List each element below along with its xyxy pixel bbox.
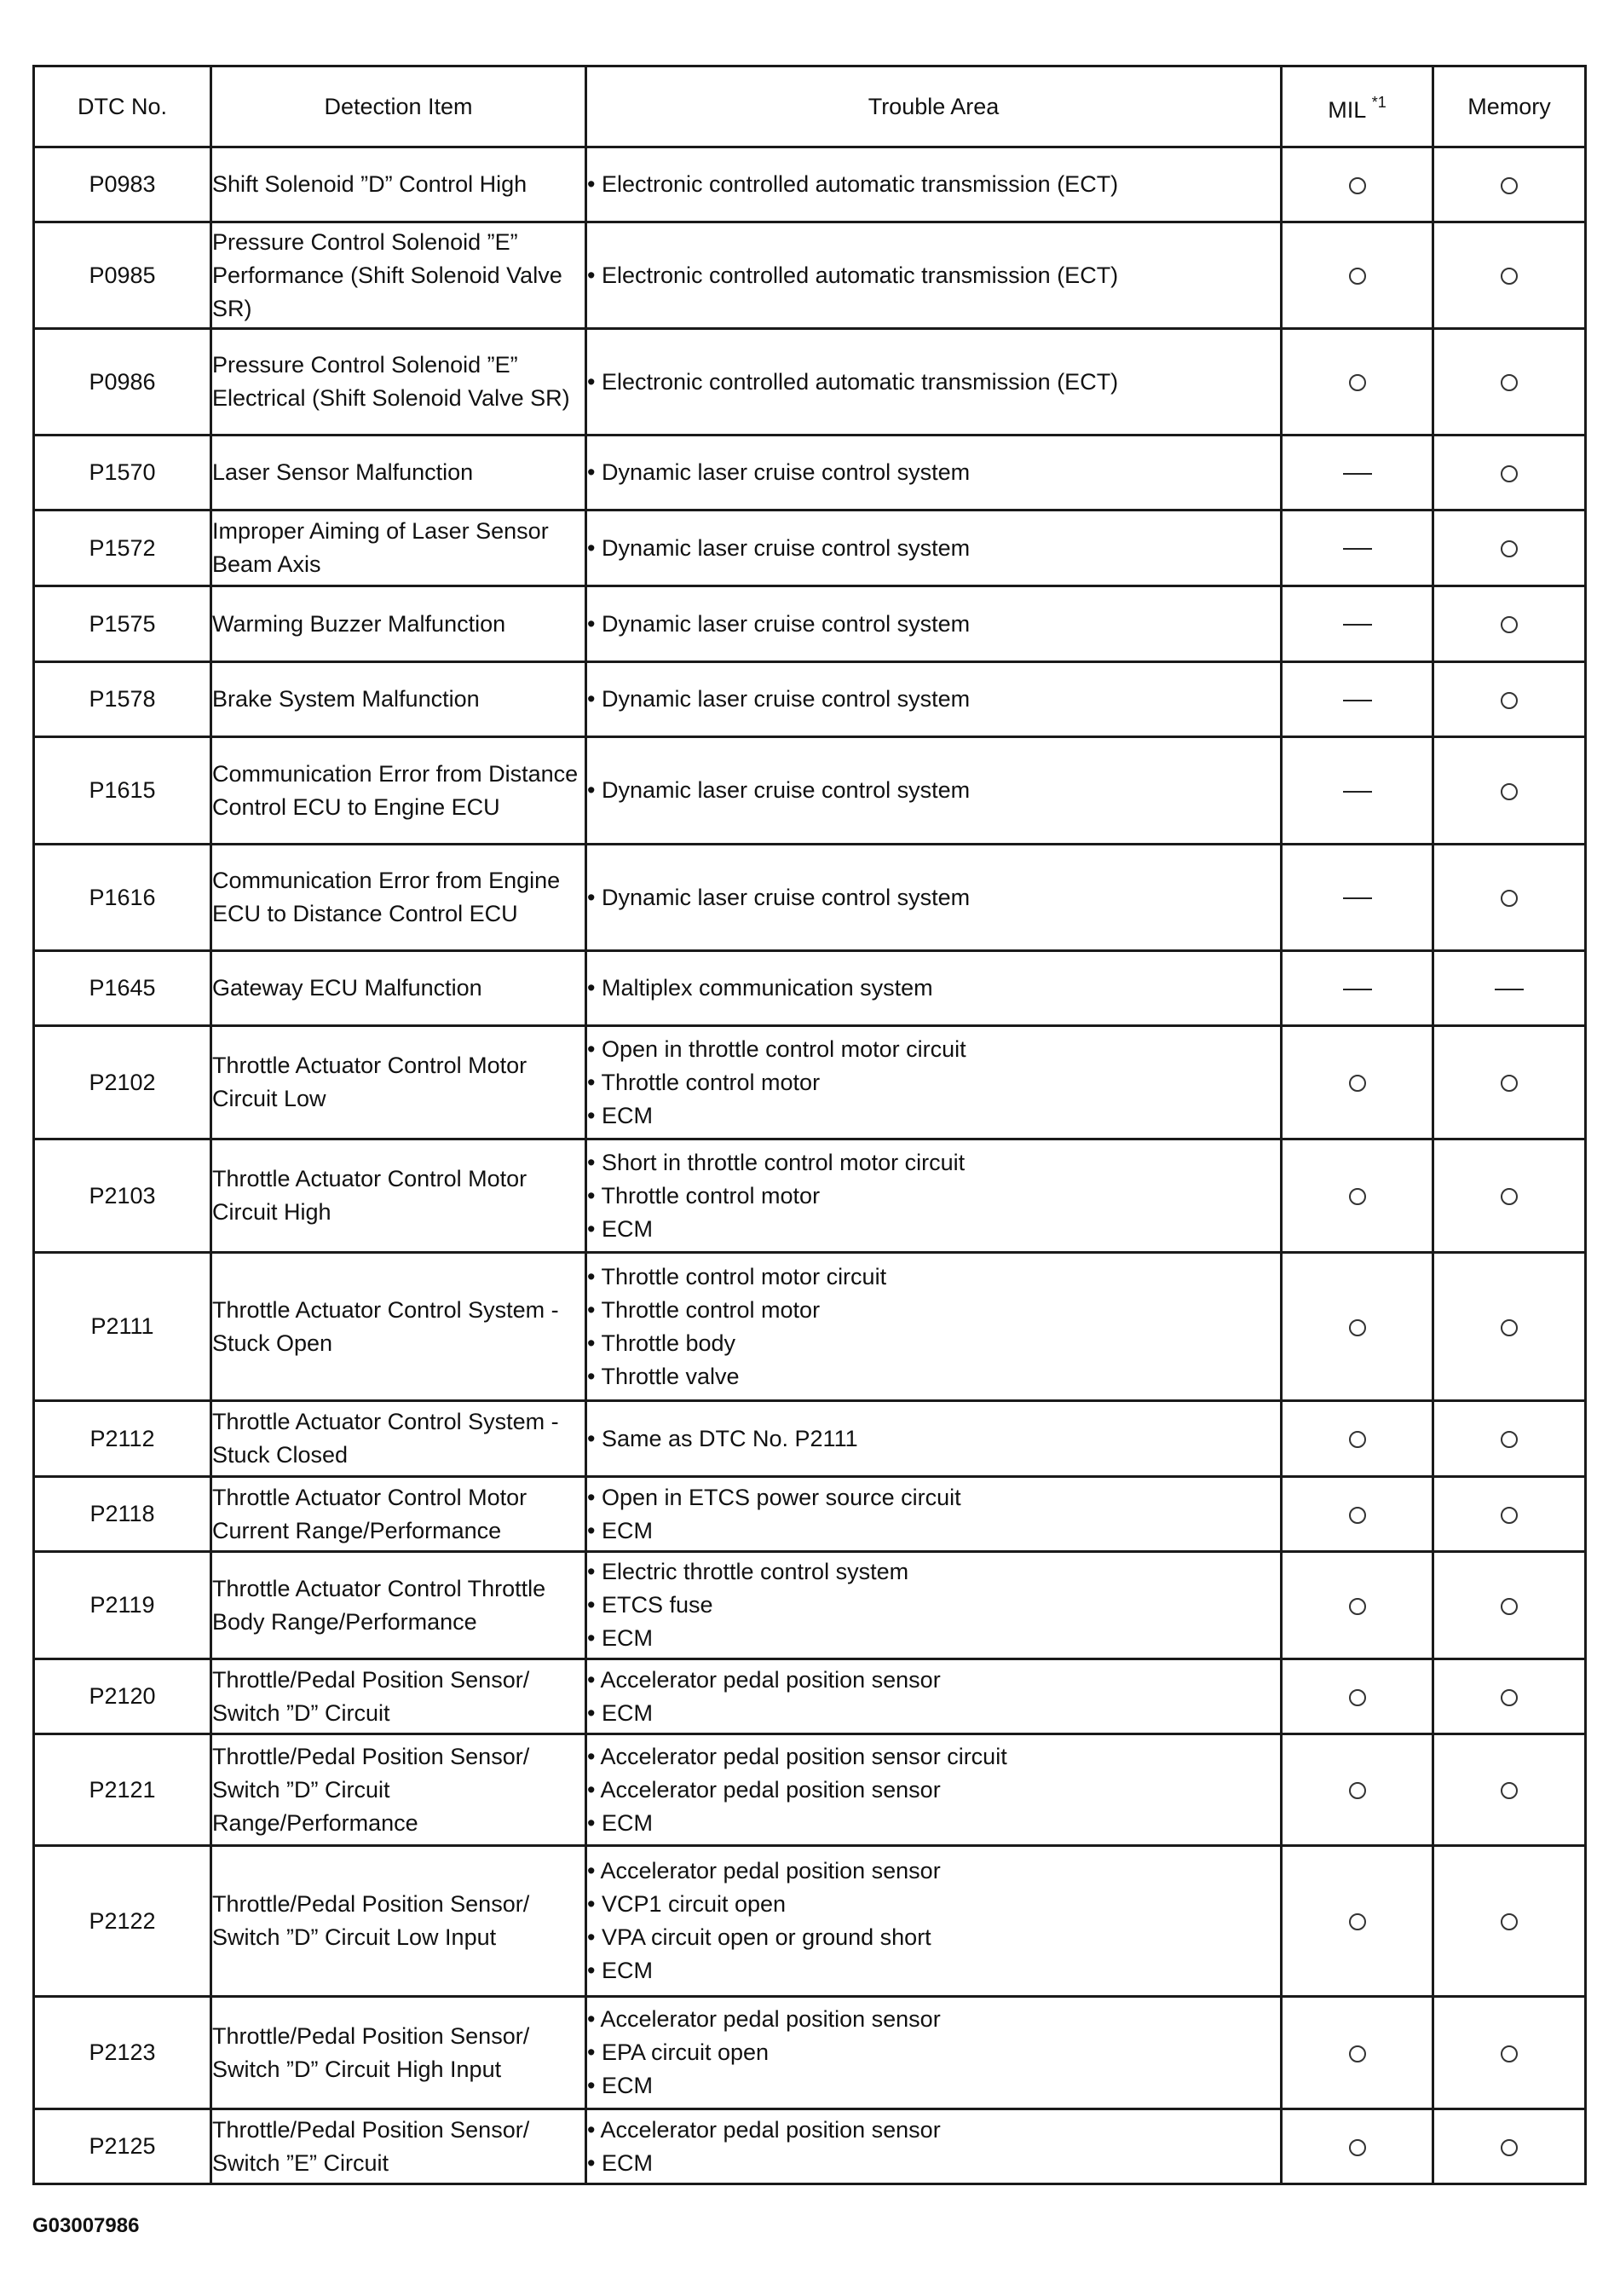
circle-mark-icon [1501,177,1518,194]
memory-cell [1433,2109,1586,2184]
trouble-area-entry: • Throttle valve [587,1360,1280,1393]
header-memory: Memory [1433,66,1586,147]
detection-item: Throttle Actuator Control System - Stuck Closed [211,1401,586,1477]
dtc-code: P1570 [34,436,211,511]
detection-item: Throttle/Pedal Position Sensor/ Switch ”D” Circuit High Input [211,1997,586,2109]
trouble-area-entry: • ECM [587,1954,1280,1987]
trouble-area-entry: • Open in ETCS power source circuit [587,1481,1280,1514]
dtc-code: P1645 [34,951,211,1026]
trouble-area-entry: • Throttle control motor [587,1066,1280,1099]
trouble-area [586,1139,1282,1253]
memory-cell [1433,845,1586,951]
table-row [34,1552,1586,1659]
trouble-area-entry: • Throttle body [587,1327,1280,1360]
mil-cell [1282,662,1433,737]
dash-mark-icon [1495,989,1524,990]
detection-item: Gateway ECU Malfunction [211,951,586,1026]
trouble-area [586,586,1282,662]
memory-cell [1433,1026,1586,1139]
circle-mark-icon [1501,1075,1518,1092]
trouble-area [586,1846,1282,1997]
memory-cell [1433,1846,1586,1997]
table-row [34,1401,1586,1477]
circle-mark-icon [1501,268,1518,285]
circle-mark-icon [1349,1689,1366,1706]
table-row [34,1846,1586,1997]
table-row [34,1253,1586,1401]
mil-cell [1282,436,1433,511]
dtc-code: P2119 [34,1552,211,1659]
trouble-area-entry: • Accelerator pedal position sensor [587,2114,1280,2147]
mil-cell [1282,1477,1433,1552]
circle-mark-icon [1501,1431,1518,1448]
trouble-area-entry: • Dynamic laser cruise control system [587,683,1280,716]
detection-item: Improper Aiming of Laser Sensor Beam Axis [211,511,586,586]
header-mil-label: MIL [1328,97,1366,123]
dash-mark-icon [1343,473,1372,475]
circle-mark-icon [1501,616,1518,633]
dash-mark-icon [1343,700,1372,701]
detection-item: Throttle Actuator Control System - Stuck Open [211,1253,586,1401]
dtc-code: P2120 [34,1659,211,1734]
mil-cell [1282,1846,1433,1997]
header-dtc-no: DTC No. [34,66,211,147]
trouble-area-entry: • Dynamic laser cruise control system [587,608,1280,641]
circle-mark-icon [1349,2045,1366,2062]
trouble-area [586,1253,1282,1401]
circle-mark-icon [1501,1689,1518,1706]
dtc-code: P0986 [34,329,211,436]
trouble-area [586,1734,1282,1846]
memory-cell [1433,436,1586,511]
trouble-area-entry: • VCP1 circuit open [587,1888,1280,1921]
trouble-area [586,329,1282,436]
memory-cell [1433,662,1586,737]
dtc-table [32,65,1587,2185]
detection-item: Throttle/Pedal Position Sensor/ Switch ”D” Circuit Low Input [211,1846,586,1997]
detection-item: Shift Solenoid ”D” Control High [211,147,586,222]
dash-mark-icon [1343,897,1372,899]
trouble-area-entry: • ECM [587,2147,1280,2180]
dtc-code: P0983 [34,147,211,222]
trouble-area-entry: • Accelerator pedal position sensor [587,1664,1280,1697]
trouble-area [586,2109,1282,2184]
trouble-area-entry: • Electronic controlled automatic transmission (ECT) [587,259,1280,292]
memory-cell [1433,586,1586,662]
trouble-area-entry: • ECM [587,1622,1280,1655]
memory-cell [1433,147,1586,222]
circle-mark-icon [1501,890,1518,907]
trouble-area [586,1477,1282,1552]
mil-cell [1282,329,1433,436]
trouble-area [586,511,1282,586]
trouble-area-entry: • Dynamic laser cruise control system [587,456,1280,489]
memory-cell [1433,1659,1586,1734]
circle-mark-icon [1501,2139,1518,2156]
circle-mark-icon [1501,783,1518,800]
memory-cell [1433,737,1586,845]
trouble-area [586,1659,1282,1734]
trouble-area-entry: • Dynamic laser cruise control system [587,532,1280,565]
detection-item: Throttle Actuator Control Throttle Body Range/Performance [211,1552,586,1659]
trouble-area-entry: • ECM [587,1697,1280,1730]
trouble-area-entry: • Short in throttle control motor circuit [587,1146,1280,1180]
trouble-area-entry: • Throttle control motor [587,1294,1280,1327]
table-row [34,436,1586,511]
memory-cell [1433,951,1586,1026]
detection-item: Communication Error from Distance Control ECU to Engine ECU [211,737,586,845]
trouble-area-entry: • ECM [587,2069,1280,2103]
table-row [34,511,1586,586]
table-row [34,1659,1586,1734]
circle-mark-icon [1501,374,1518,391]
table-row [34,662,1586,737]
detection-item: Warming Buzzer Malfunction [211,586,586,662]
trouble-area-entry: • Electric throttle control system [587,1555,1280,1589]
trouble-area-entry: • Throttle control motor [587,1180,1280,1213]
dash-mark-icon [1343,548,1372,550]
trouble-area-entry: • Electronic controlled automatic transmission (ECT) [587,168,1280,201]
mil-cell [1282,1253,1433,1401]
dtc-code: P1575 [34,586,211,662]
header-detection-item: Detection Item [211,66,586,147]
memory-cell [1433,1997,1586,2109]
mil-cell [1282,1997,1433,2109]
dtc-code: P1572 [34,511,211,586]
trouble-area [586,222,1282,329]
trouble-area [586,147,1282,222]
table-row [34,1997,1586,2109]
trouble-area-entry: • VPA circuit open or ground short [587,1921,1280,1954]
header-row [34,66,1586,147]
dtc-code: P2122 [34,1846,211,1997]
detection-item: Throttle/Pedal Position Sensor/ Switch ”D” Circuit Range/Performance [211,1734,586,1846]
memory-cell [1433,1253,1586,1401]
mil-cell [1282,1139,1433,1253]
trouble-area-entry: • ECM [587,1807,1280,1840]
circle-mark-icon [1349,1431,1366,1448]
trouble-area-entry: • Dynamic laser cruise control system [587,774,1280,807]
detection-item: Pressure Control Solenoid ”E” Electrical (Shift Solenoid Valve SR) [211,329,586,436]
mil-cell [1282,1734,1433,1846]
dash-mark-icon [1343,791,1372,793]
circle-mark-icon [1501,1319,1518,1336]
detection-item: Throttle/Pedal Position Sensor/ Switch ”D” Circuit [211,1659,586,1734]
dtc-code: P2125 [34,2109,211,2184]
table-row [34,2109,1586,2184]
memory-cell [1433,1552,1586,1659]
table-row [34,147,1586,222]
trouble-area-entry: • ECM [587,1213,1280,1246]
memory-cell [1433,511,1586,586]
mil-cell [1282,1552,1433,1659]
figure-id: G03007986 [32,2214,140,2237]
mil-cell [1282,737,1433,845]
table-row [34,1026,1586,1139]
circle-mark-icon [1501,2045,1518,2062]
trouble-area [586,1401,1282,1477]
table-row [34,845,1586,951]
circle-mark-icon [1501,465,1518,482]
mil-cell [1282,2109,1433,2184]
mil-cell [1282,147,1433,222]
detection-item: Pressure Control Solenoid ”E” Performance (Shift Solenoid Valve SR) [211,222,586,329]
circle-mark-icon [1349,1782,1366,1799]
header-trouble-area: Trouble Area [586,66,1282,147]
table-row [34,1477,1586,1552]
trouble-area-entry: • Accelerator pedal position sensor [587,1774,1280,1807]
mil-cell [1282,1401,1433,1477]
trouble-area [586,737,1282,845]
circle-mark-icon [1349,1913,1366,1930]
circle-mark-icon [1501,1507,1518,1524]
trouble-area [586,436,1282,511]
circle-mark-icon [1349,374,1366,391]
dash-mark-icon [1343,989,1372,990]
detection-item: Throttle Actuator Control Motor Circuit Low [211,1026,586,1139]
detection-item: Throttle Actuator Control Motor Circuit High [211,1139,586,1253]
mil-cell [1282,511,1433,586]
circle-mark-icon [1349,177,1366,194]
circle-mark-icon [1349,1507,1366,1524]
trouble-area [586,845,1282,951]
circle-mark-icon [1349,268,1366,285]
table-row [34,329,1586,436]
trouble-area-entry: • EPA circuit open [587,2036,1280,2069]
dtc-code: P2102 [34,1026,211,1139]
mil-cell [1282,1659,1433,1734]
dtc-code: P0985 [34,222,211,329]
memory-cell [1433,1401,1586,1477]
trouble-area-entry: • Accelerator pedal position sensor [587,1855,1280,1888]
circle-mark-icon [1349,2139,1366,2156]
detection-item: Throttle/Pedal Position Sensor/ Switch ”E” Circuit [211,2109,586,2184]
trouble-area-entry: • Open in throttle control motor circuit [587,1033,1280,1066]
trouble-area-entry: • Same as DTC No. P2111 [587,1422,1280,1456]
trouble-area-entry: • Accelerator pedal position sensor [587,2003,1280,2036]
dtc-code: P1616 [34,845,211,951]
trouble-area-entry: • ECM [587,1514,1280,1548]
memory-cell [1433,222,1586,329]
circle-mark-icon [1501,540,1518,557]
table-row [34,1734,1586,1846]
memory-cell [1433,1734,1586,1846]
memory-cell [1433,1477,1586,1552]
trouble-area [586,1026,1282,1139]
trouble-area [586,662,1282,737]
table-row [34,222,1586,329]
dtc-code: P1578 [34,662,211,737]
circle-mark-icon [1349,1598,1366,1615]
trouble-area [586,1552,1282,1659]
circle-mark-icon [1501,1782,1518,1799]
table-row [34,1139,1586,1253]
trouble-area-entry: • Electronic controlled automatic transmission (ECT) [587,366,1280,399]
mil-cell [1282,1026,1433,1139]
detection-item: Laser Sensor Malfunction [211,436,586,511]
circle-mark-icon [1349,1075,1366,1092]
dtc-code: P2118 [34,1477,211,1552]
circle-mark-icon [1349,1188,1366,1205]
dash-mark-icon [1343,624,1372,626]
trouble-area-entry: • Accelerator pedal position sensor circuit [587,1740,1280,1774]
table-row [34,586,1586,662]
trouble-area-entry: • Throttle control motor circuit [587,1260,1280,1294]
trouble-area [586,1997,1282,2109]
mil-cell [1282,845,1433,951]
dtc-code: P2103 [34,1139,211,1253]
trouble-area [586,951,1282,1026]
mil-cell [1282,951,1433,1026]
dtc-code: P2112 [34,1401,211,1477]
trouble-area-entry: • ETCS fuse [587,1589,1280,1622]
trouble-area-entry: • Maltiplex communication system [587,972,1280,1005]
memory-cell [1433,329,1586,436]
circle-mark-icon [1501,1188,1518,1205]
dtc-code: P2111 [34,1253,211,1401]
header-mil-footnote: *1 [1371,94,1387,111]
dtc-code: P2121 [34,1734,211,1846]
circle-mark-icon [1501,1598,1518,1615]
trouble-area-entry: • Dynamic laser cruise control system [587,881,1280,914]
detection-item: Throttle Actuator Control Motor Current Range/Performance [211,1477,586,1552]
table-row [34,951,1586,1026]
detection-item: Communication Error from Engine ECU to Distance Control ECU [211,845,586,951]
circle-mark-icon [1501,692,1518,709]
table-row [34,737,1586,845]
trouble-area-entry: • ECM [587,1099,1280,1133]
header-mil [1282,66,1433,147]
mil-cell [1282,586,1433,662]
dtc-code: P2123 [34,1997,211,2109]
memory-cell [1433,1139,1586,1253]
detection-item: Brake System Malfunction [211,662,586,737]
circle-mark-icon [1349,1319,1366,1336]
mil-cell [1282,222,1433,329]
circle-mark-icon [1501,1913,1518,1930]
dtc-code: P1615 [34,737,211,845]
